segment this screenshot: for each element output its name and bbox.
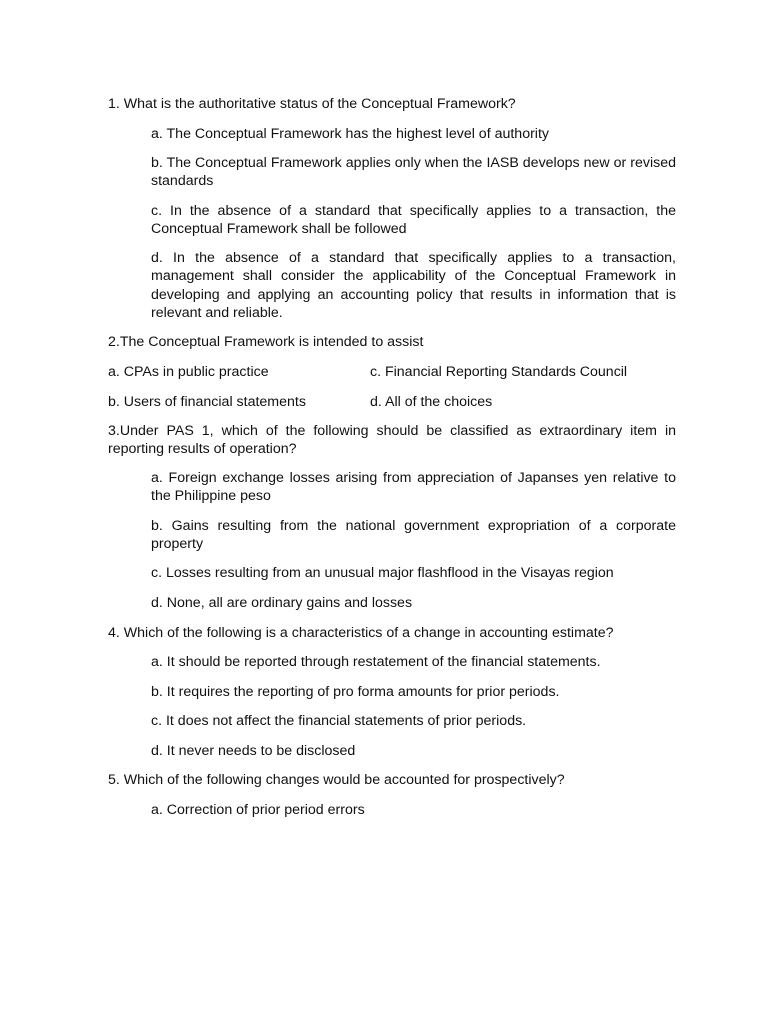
question-5-option-a: a. Correction of prior period errors xyxy=(151,802,365,818)
question-3-option-c: c. Losses resulting from an unusual major flashflood in the Visayas region xyxy=(151,565,614,581)
question-4-option-c: c. It does not affect the financial statements of prior periods. xyxy=(151,713,527,729)
question-1-option-c: c. In the absence of a standard that specifically applies to a transaction, the Conceptual Framework shall be followed xyxy=(151,203,676,238)
question-3-option-a: a. Foreign exchange losses arising from appreciation of Japanses yen relative to the Philippine peso xyxy=(151,470,676,505)
question-3-option-b: b. Gains resulting from the national government expropriation of a corporate property xyxy=(151,518,676,553)
question-2-option-b: b. Users of financial statements xyxy=(108,394,306,410)
question-1-option-b: b. The Conceptual Framework applies only when the IASB develops new or revised standards xyxy=(151,155,676,190)
question-4-option-b: b. It requires the reporting of pro forma amounts for prior periods. xyxy=(151,684,560,700)
question-3-option-d: d. None, all are ordinary gains and losses xyxy=(151,595,413,611)
question-2: 2.The Conceptual Framework is intended to assist xyxy=(108,334,424,350)
question-4: 4. Which of the following is a characteristics of a change in accounting estimate? xyxy=(108,625,614,641)
question-5: 5. Which of the following changes would be accounted for prospectively? xyxy=(108,772,565,788)
question-2-option-d: d. All of the choices xyxy=(370,394,493,410)
question-2-option-c: c. Financial Reporting Standards Council xyxy=(370,364,628,380)
question-2-option-a: a. CPAs in public practice xyxy=(108,364,269,380)
question-1-option-d: d. In the absence of a standard that specifically applies to a transaction, management shall consider the applicability of the Conceptual Framework in developing and applying an accounting policy that results in information that is relevant and reliable. xyxy=(151,250,676,321)
question-1-option-a: a. The Conceptual Framework has the highest level of authority xyxy=(151,126,549,142)
question-4-option-a: a. It should be reported through restatement of the financial statements. xyxy=(151,654,601,670)
question-1: 1. What is the authoritative status of the Conceptual Framework? xyxy=(108,96,516,112)
question-4-option-d: d. It never needs to be disclosed xyxy=(151,743,356,759)
question-3: 3.Under PAS 1, which of the following should be classified as extraordinary item in reporting results of operation? xyxy=(108,423,676,458)
